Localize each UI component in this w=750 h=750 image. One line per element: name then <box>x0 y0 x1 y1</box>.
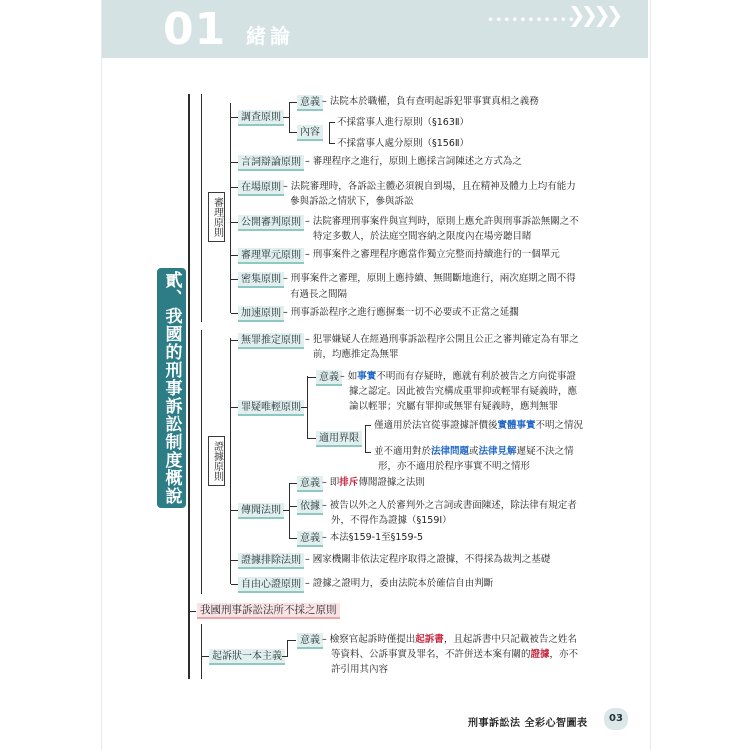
connector <box>283 117 289 118</box>
connector <box>329 122 330 143</box>
concentrated-text-1: – 刑事案件之審理，原則上應持續、無間斷地進行，兩次庭期之間不得 <box>283 273 576 284</box>
tag-scope: 適用界限 <box>316 431 362 447</box>
connector <box>289 506 297 507</box>
doubt-scope-1: 僅適用於法官從事證據評價後實體事實不明之情況 <box>374 420 584 431</box>
connector <box>287 640 296 641</box>
connector <box>201 624 202 679</box>
speedy-text: – 刑事訴訟程序之進行應摒棄一切不必要或不正當之延擱 <box>283 307 519 318</box>
connector <box>231 584 238 585</box>
tag-basis: 依據 <box>297 499 323 515</box>
connector <box>307 377 316 378</box>
group-evidence-principles: 證據原則 <box>208 436 225 486</box>
label-presumption-innocence: 無罪推定原則 <box>238 333 304 349</box>
investigation-content-1: 不採當事人進行原則（§163Ⅱ） <box>337 117 470 128</box>
doubt-meaning-1: – 如事實不明而有存疑時，應就有利於被告之方向從事證 <box>340 371 576 382</box>
label-concentrated: 密集原則 <box>238 272 284 288</box>
indictment-text-1: – 檢察官起訴時僅提出起訴書，且起訴書中只記載被告之姓名 <box>322 634 577 645</box>
connector <box>231 313 238 314</box>
presence-text-2: 參與訴訟之情狀下，參與訴訟 <box>290 196 414 207</box>
main-trunk <box>188 94 190 679</box>
doubt-meaning-3: 論以輕罪；究屬有罪抑或無罪有疑義時，應判無罪 <box>349 401 559 412</box>
connector <box>231 510 238 511</box>
chevron-right-icon: ❯❯❯❯ <box>568 3 619 27</box>
label-oral-argument: 言詞辯論原則 <box>238 155 304 171</box>
innocence-text-1: – 犯罪嫌疑人在經過刑事訴訟程序公開且公正之審判確定為有罪之 <box>305 334 579 345</box>
trial-trunk <box>201 94 202 322</box>
header-dots: •••••••••••• <box>487 13 584 27</box>
evidence-branch <box>230 338 231 584</box>
tag-meaning: 意義 <box>297 95 323 111</box>
public-text-2: 特定多數人，於法庭空間容納之限度內在場旁聽目睹 <box>313 231 532 242</box>
label-indictment-only: 起訴狀一本主義 <box>209 649 285 665</box>
tag-meaning: 意義 <box>297 531 323 547</box>
doubt-scope-3: 形，亦不適用於程序事實不明之情形 <box>378 461 531 472</box>
connector <box>231 407 238 408</box>
not-adopted-title: 我國刑事訴訟法所不採之原則 <box>197 603 340 619</box>
section-banner: 貳、我國的刑事訴訟制度概說 <box>157 268 186 508</box>
connector <box>365 452 371 453</box>
public-text-1: – 法院審理刑事案件與宣判時，原則上應允許與刑事訴訟無關之不 <box>305 216 579 227</box>
connector <box>329 122 335 123</box>
connector <box>307 438 316 439</box>
label-public-trial: 公開審判原則 <box>238 215 304 231</box>
tag-meaning: 意義 <box>297 633 323 649</box>
investigation-meaning: – 法院本於職權，負有查明起訴犯罪事實真相之義務 <box>322 96 539 107</box>
exclusion-text: – 國家機關非依法定程序取得之證據，不得採為裁判之基礎 <box>305 554 551 565</box>
connector <box>231 255 238 256</box>
tag-meaning: 意義 <box>316 370 342 386</box>
connector <box>231 279 238 280</box>
concentrated-text-2: 有過長之間隔 <box>290 289 348 300</box>
connector <box>289 538 297 539</box>
connector <box>365 425 371 426</box>
connector <box>289 102 297 103</box>
label-free-evaluation: 自由心證原則 <box>238 577 304 593</box>
free-text: – 證據之證明力，委由法院本於確信自由判斷 <box>305 578 494 589</box>
connector <box>188 611 196 612</box>
connector <box>289 483 297 484</box>
connector <box>289 483 290 538</box>
page-number: 03 <box>604 708 628 730</box>
innocence-text-2: 前，均應推定為無罪 <box>313 349 399 360</box>
connector <box>231 187 238 188</box>
hearsay-articles: – 本法§159-1至§159-5 <box>322 532 423 543</box>
connector <box>365 425 366 453</box>
label-in-dubio-pro-reo: 罪疑唯輕原則 <box>238 400 304 416</box>
doubt-meaning-2: 據之認定。因此被告究構成重罪抑或輕罪有疑義時，應 <box>349 386 578 397</box>
label-unit-trial: 審理單元原則 <box>238 248 304 264</box>
connector <box>231 117 238 118</box>
chapter-number: 01 <box>163 4 227 55</box>
connector <box>287 640 288 657</box>
hearsay-meaning: – 即排斥傳聞證據之法則 <box>322 477 425 488</box>
oral-text: – 審理程序之進行，原則上應採言詞陳述之方式為之 <box>305 156 522 167</box>
connector <box>231 340 238 341</box>
hearsay-basis-2: 外，不得作為證據（§159Ⅰ） <box>331 515 452 526</box>
connector <box>283 510 289 511</box>
label-hearsay: 傳聞法則 <box>238 503 284 519</box>
label-presence: 在場原則 <box>238 180 284 196</box>
connector <box>307 376 308 438</box>
chapter-title: 緒論 <box>246 24 294 48</box>
connector <box>231 222 238 223</box>
connector <box>301 407 307 408</box>
book-title: 刑事訴訟法 全彩心智圖表 <box>468 718 588 729</box>
unit-text: – 刑事案件之審理程序應當作獨立完整而持續進行的一個單元 <box>305 249 560 260</box>
group-trial-principles: 審理原則 <box>208 192 225 242</box>
connector <box>289 102 290 132</box>
investigation-content-2: 不採當事人處分原則（§156Ⅱ） <box>337 138 470 149</box>
tag-meaning: 意義 <box>297 476 323 492</box>
connector <box>282 656 287 657</box>
label-exclusionary-rule: 證據排除法則 <box>238 553 304 569</box>
connector <box>231 162 238 163</box>
connector <box>329 143 335 144</box>
label-investigation: 調查原則 <box>238 110 284 126</box>
indictment-text-2: 等資料、公訴事實及罪名，不許併送本案有關的證據，亦不 <box>331 649 579 660</box>
label-speedy: 加速原則 <box>238 306 284 322</box>
evidence-trunk <box>201 330 202 594</box>
hearsay-basis-1: – 被告以外之人於審判外之言詞或書面陳述，除法律有規定者 <box>322 500 577 511</box>
doubt-scope-2: 並不適用對於法律問題或法律見解遲疑不決之情 <box>374 446 574 457</box>
trial-branch <box>230 103 231 313</box>
connector <box>201 656 209 657</box>
connector <box>231 560 238 561</box>
connector <box>289 132 297 133</box>
tag-content: 內容 <box>297 125 323 141</box>
indictment-text-3: 許引用其內容 <box>331 664 389 675</box>
presence-text-1: – 法院審理時，各訴訟主體必須親自到場，且在精神及體力上均有能力 <box>283 181 576 192</box>
